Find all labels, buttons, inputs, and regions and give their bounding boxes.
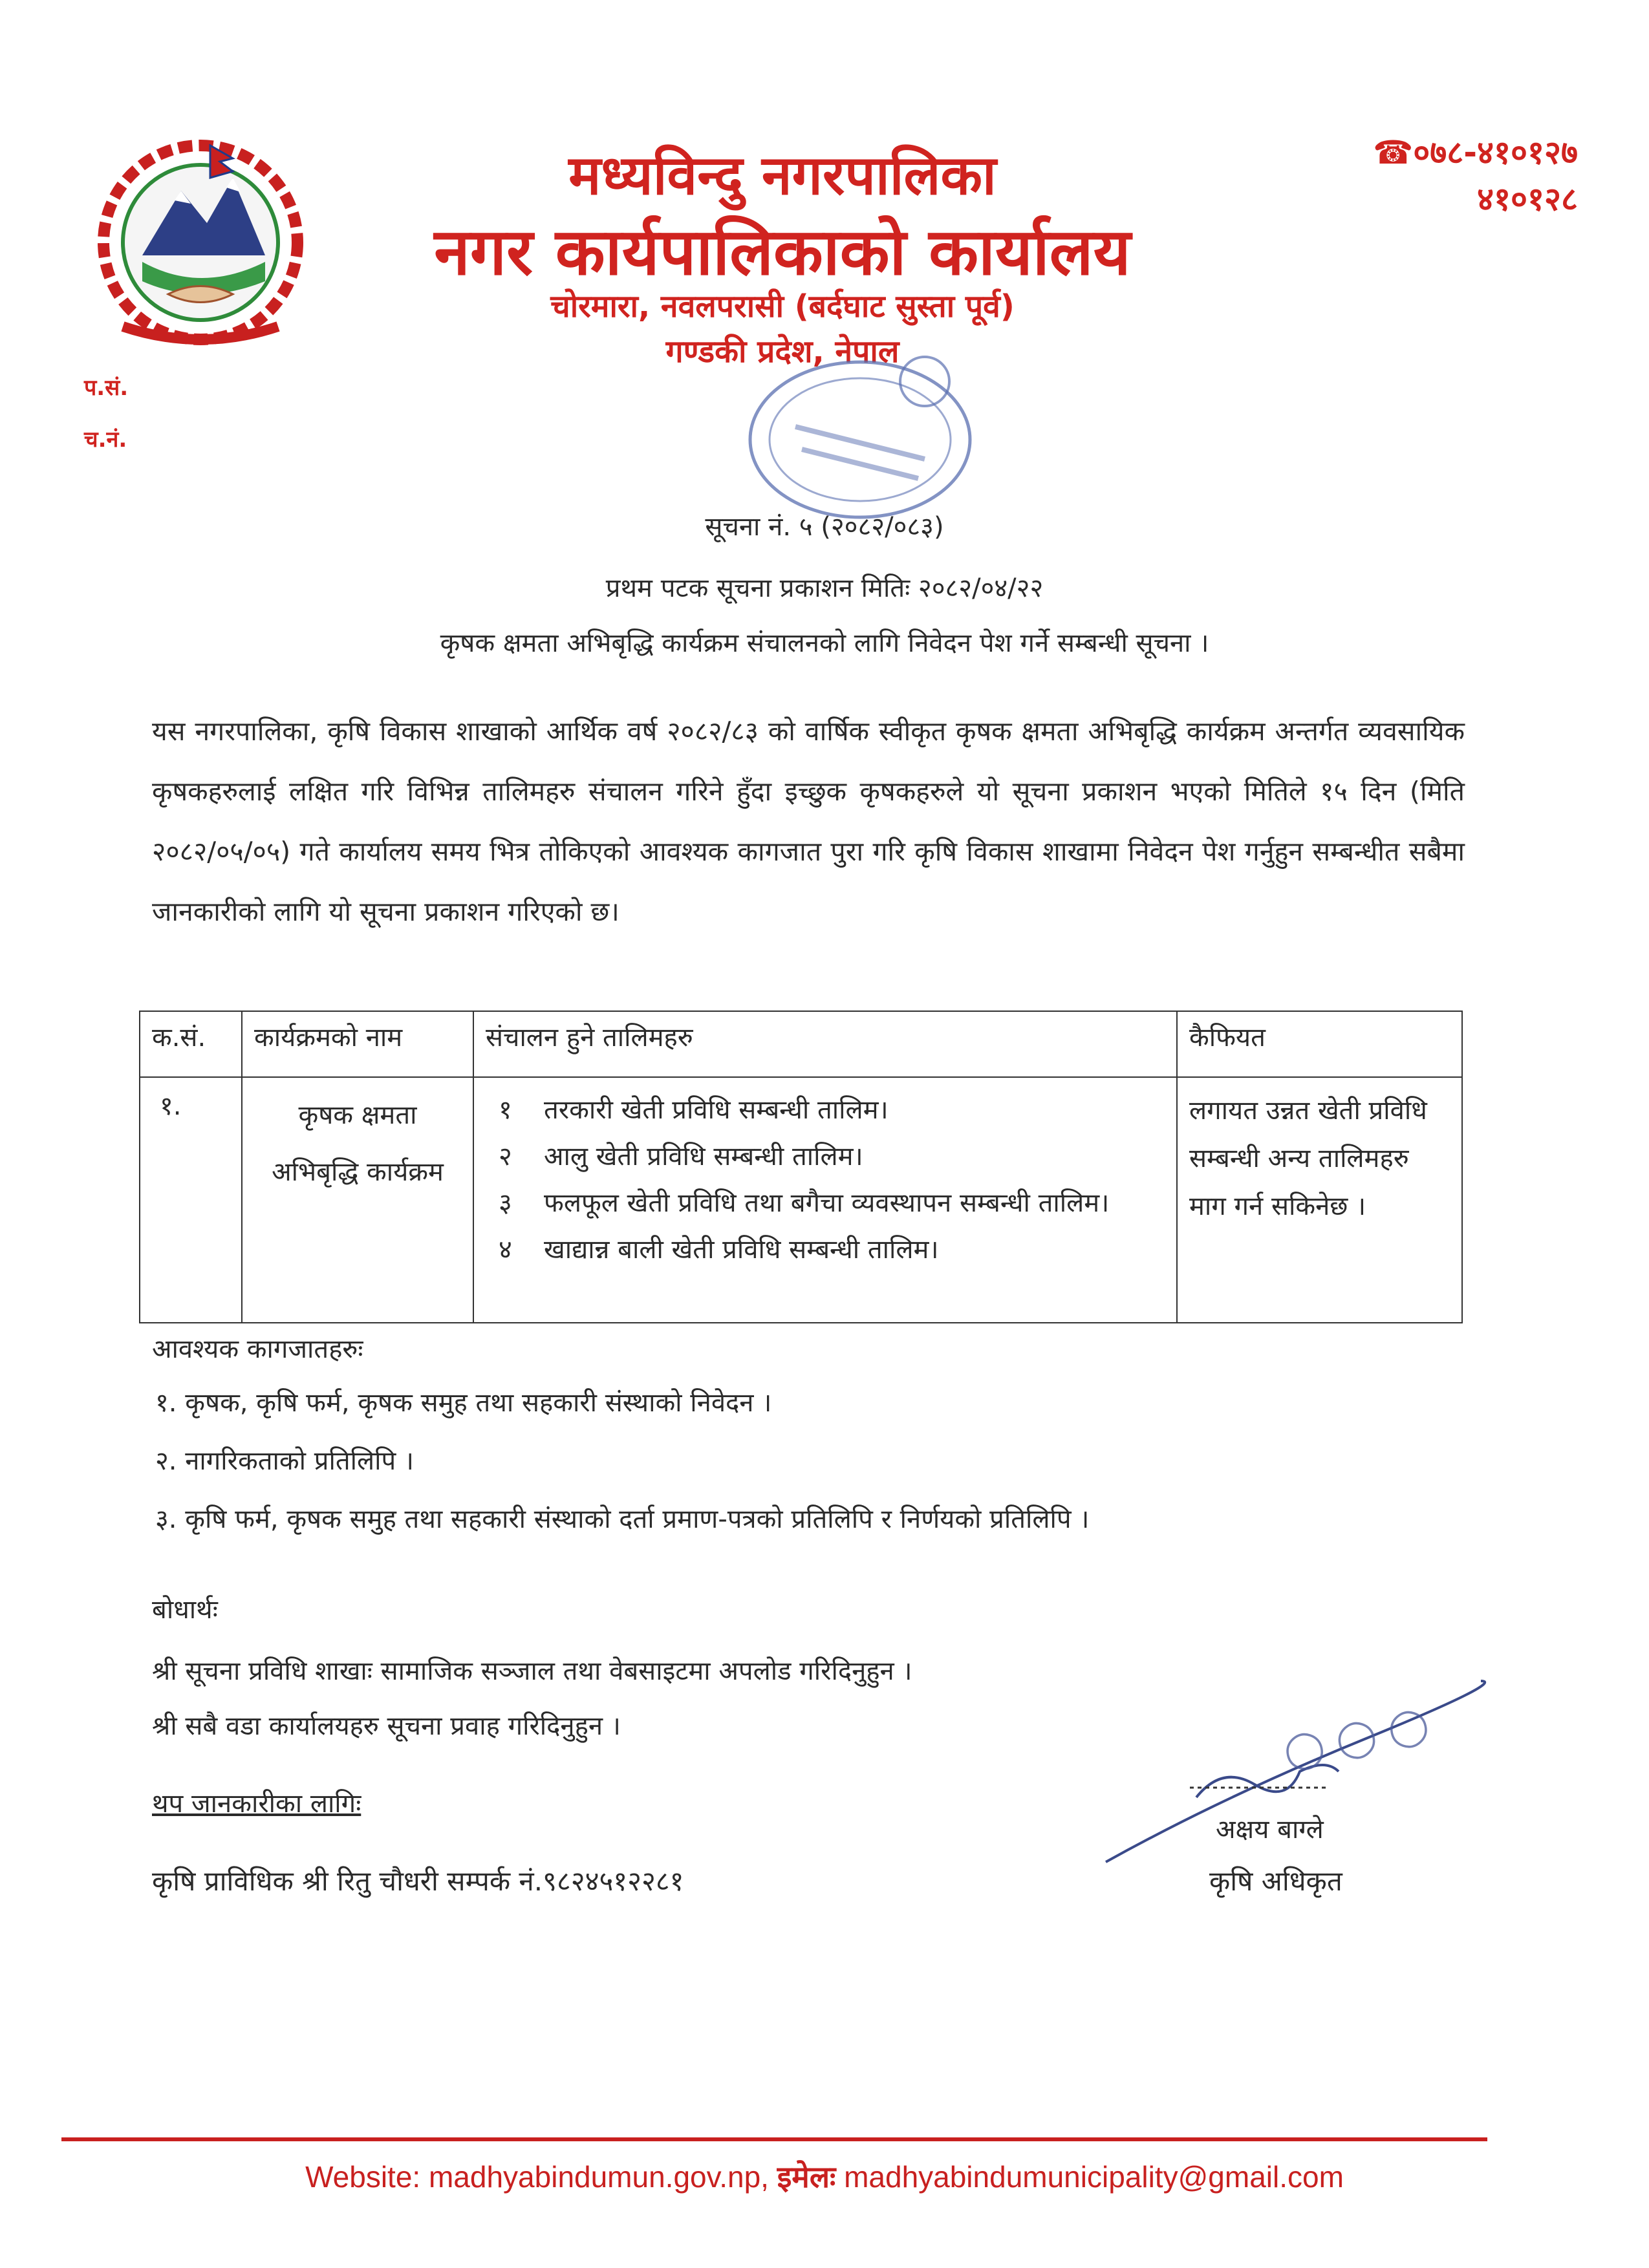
ps-label: प.सं. (84, 375, 129, 401)
cn-label: च.नं. (84, 427, 127, 453)
training-number: ४ (499, 1235, 512, 1265)
header-remarks: कैफियत (1177, 1011, 1462, 1077)
list-item (486, 1180, 1165, 1226)
table-header-row (140, 1011, 1462, 1077)
training-text: तरकारी खेती प्रविधि सम्बन्धी तालिम। (544, 1095, 889, 1125)
documents-heading: आवश्यक कागजातहरुः (152, 1334, 363, 1364)
office-address: चोरमारा, नवलपरासी (बर्दघाट सुस्ता पूर्व) (550, 288, 1015, 325)
header-program-name: कार्यक्रमको नाम (242, 1011, 473, 1077)
phone-block (1267, 129, 1578, 222)
table-row (140, 1077, 1462, 1323)
attention-item: श्री सूचना प्रविधि शाखाः सामाजिक सञ्जाल तथा वेबसाइटमा अपलोड गरिदिनुहुन । (152, 1656, 912, 1686)
municipality-name: मध्यविन्दु नगरपालिका (568, 144, 997, 207)
attention-heading: बोधार्थः (152, 1595, 218, 1625)
phone-number-1: ०७८-४१०१२७ (1413, 134, 1578, 171)
footer-divider (61, 2137, 1487, 2141)
notice-body: यस नगरपालिका, कृषि विकास शाखाको आर्थिक वर्ष २०८२/८३ को वार्षिक स्वीकृत कृषक क्षमता अभिबृद्धि कार्यक्रम अन्तर्गत व्यवसायिक कृषकहरुलाई लक्षित गरि विभिन्न तालिमहरु संचालन गरिने हुँदा इच्छुक कृषकहरुले यो सूचना प्रकाशन भएको मितिले १५ दिन (मिति २०८२/०५/०५) गते कार्यालय समय भित्र तोकिएको आवश्यक कागजात पुरा गरि कृषि विकास शाखामा निवेदन पेश गर्नुहुन सम्बन्धीत सबैमा जानकारीको लागि यो सूचना प्रकाशन गरिएको छ। (152, 716, 1465, 927)
notice-number: सूचना नं. ५ (२०८२/०८३) (705, 512, 944, 542)
cell-trainings (473, 1077, 1177, 1323)
office-name: नगर कार्यपालिकाको कार्यालय (434, 214, 1131, 290)
phone-number-2: ४१०१२८ (1477, 180, 1578, 218)
document-item: २. नागरिकताको प्रतिलिपि । (155, 1446, 415, 1476)
first-publication-date: प्रथम पटक सूचना प्रकाशन मितिः २०८२/०४/२२ (605, 573, 1044, 603)
attention-item: श्री सबै वडा कार्यालयहरु सूचना प्रवाह गरिदिनुहुन । (152, 1711, 621, 1741)
header-trainings: संचालन हुने तालिमहरु (473, 1011, 1177, 1077)
contact-line: कृषि प्राविधिक श्री रितु चौधरी सम्पर्क नं.९८२४५१२२८१ (152, 1865, 684, 1897)
training-number: २ (499, 1142, 512, 1171)
training-number: १ (499, 1095, 512, 1125)
website-label: Website: (305, 2160, 421, 2194)
header-sn: क.सं. (140, 1011, 242, 1077)
program-table (139, 1011, 1463, 1323)
notice-subject: कृषक क्षमता अभिबृद्धि कार्यक्रम संचालनको लागि निवेदन पेश गर्ने सम्बन्धी सूचना । (440, 628, 1209, 658)
training-number: ३ (499, 1188, 512, 1218)
email-label: इमेलः (777, 2160, 836, 2194)
office-province: गण्डकी प्रदेश, नेपाल (665, 334, 900, 370)
signer-name: अक्षय बाग्ले (1216, 1815, 1324, 1845)
list-item (486, 1226, 1165, 1273)
svg-text:◯ ◯ ◯: ◯ ◯ ◯ (1280, 1702, 1432, 1774)
training-text: आलु खेती प्रविधि सम्बन्धी तालिम। (544, 1142, 863, 1171)
phone-icon: ☎ (1372, 134, 1414, 171)
footer-contact (0, 2156, 1649, 2196)
cell-program-name: कृषक क्षमता अभिबृद्धि कार्यक्रम (242, 1077, 473, 1323)
more-info-heading: थप जानकारीका लागिः (152, 1789, 361, 1819)
office-stamp-icon (731, 336, 1002, 530)
training-text: फलफूल खेती प्रविधि तथा बगैचा व्यवस्थापन सम्बन्धी तालिम। (544, 1188, 1110, 1218)
email-link[interactable]: madhyabindumunicipality@gmail.com (844, 2160, 1344, 2194)
website-link[interactable]: madhyabindumun.gov.np, (428, 2160, 769, 2194)
cell-sn: १. (140, 1077, 242, 1323)
cell-remarks: लगायत उन्नत खेती प्रविधि सम्बन्धी अन्य तालिमहरु माग गर्न सकिनेछ । (1177, 1077, 1462, 1323)
signer-title: कृषि अधिकृत (1209, 1865, 1342, 1897)
training-text: खाद्यान्न बाली खेती प्रविधि सम्बन्धी तालिम। (544, 1235, 939, 1265)
document-item: ३. कृषि फर्म, कृषक समुह तथा सहकारी संस्थाको दर्ता प्रमाण-पत्रको प्रतिलिपि र निर्णयको प्रतिलिपि । (155, 1504, 1090, 1534)
document-item: १. कृषक, कृषि फर्म, कृषक समुह तथा सहकारी संस्थाको निवेदन । (155, 1388, 772, 1418)
list-item (486, 1087, 1165, 1133)
list-item (486, 1133, 1165, 1180)
